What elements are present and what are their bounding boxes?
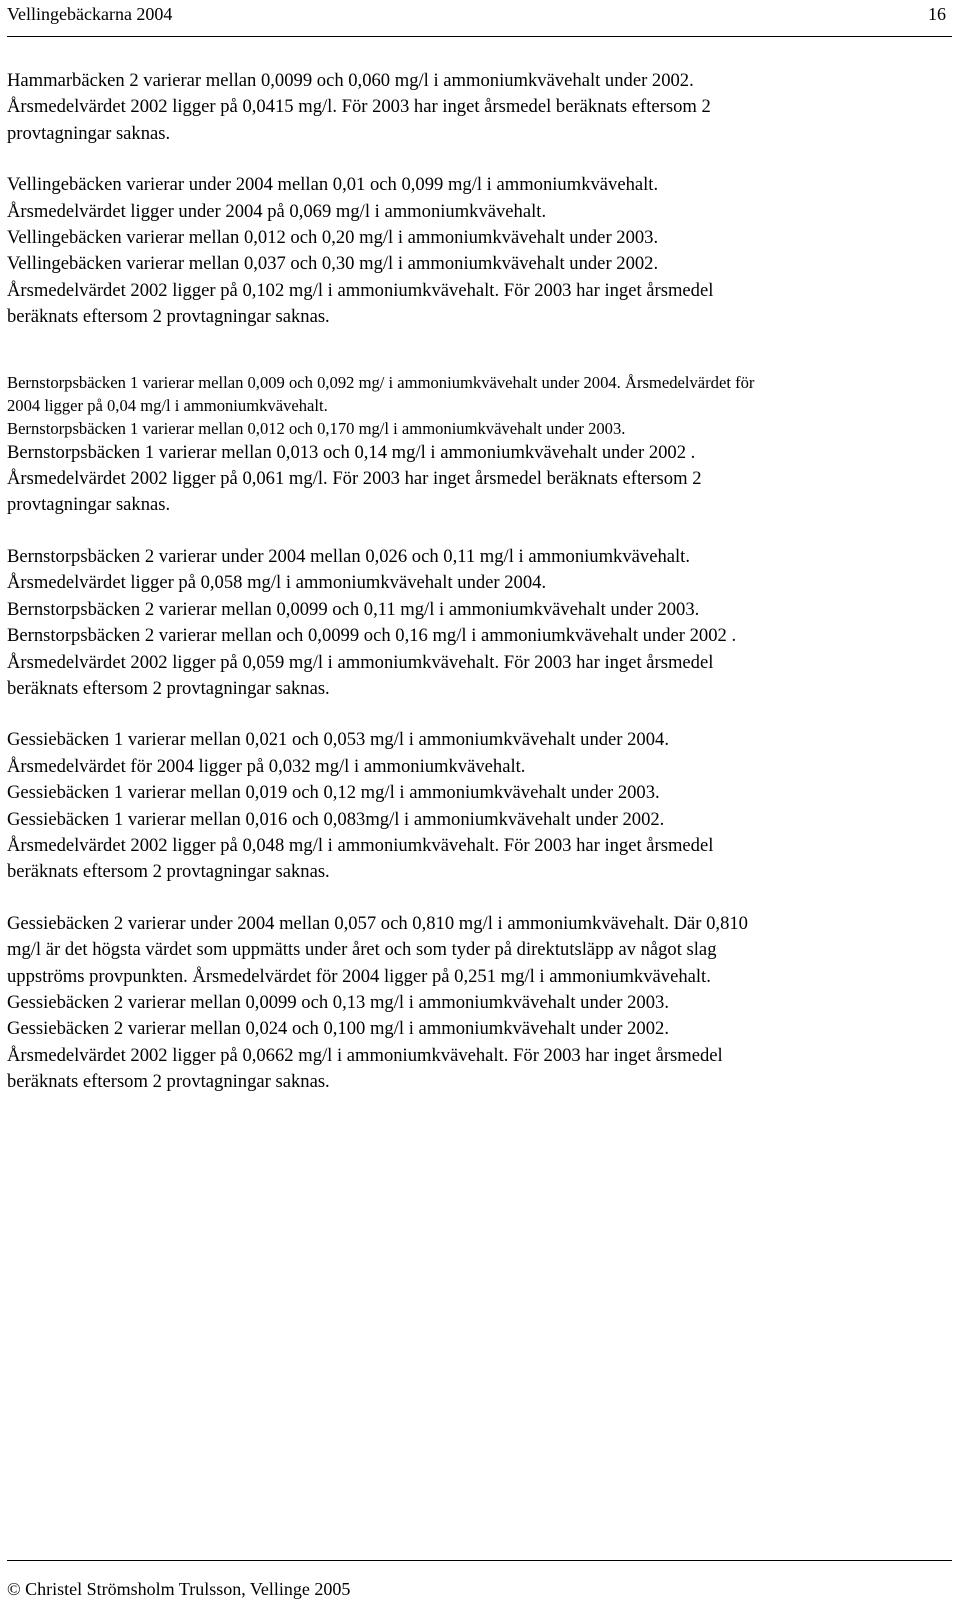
text-line: Årsmedelvärdet 2002 ligger på 0,102 mg/l i ammoniumkvävehalt. För 2003 har inget årsmedel (7, 279, 714, 301)
text-line: provtagningar saknas. (7, 494, 171, 516)
text-line: provtagningar saknas. (7, 122, 171, 144)
text-line: Årsmedelvärdet 2002 ligger på 0,0662 mg/l i ammoniumkvävehalt. För 2003 har inget årsmedel (7, 1044, 723, 1066)
text-line: Gessiebäcken 2 varierar mellan 0,024 och 0,100 mg/l i ammoniumkvävehalt under 2002. (7, 1018, 669, 1040)
text-line: beräknats eftersom 2 provtagningar saknas. (7, 677, 330, 699)
text-line: Gessiebäcken 2 varierar mellan 0,0099 och 0,13 mg/l i ammoniumkvävehalt under 2003. (7, 991, 669, 1013)
text-line: beräknats eftersom 2 provtagningar saknas. (7, 1071, 330, 1093)
text-line: uppströms provpunkten. Årsmedelvärdet för 2004 ligger på 0,251 mg/l i ammoniumkvävehalt. (7, 965, 711, 987)
text-line: Bernstorpsbäcken 1 varierar mellan 0,012 och 0,170 mg/l i ammoniumkvävehalt under 2003. (7, 418, 626, 438)
text-line: Årsmedelvärdet 2002 ligger på 0,059 mg/l i ammoniumkvävehalt. För 2003 har inget årsmedel (7, 651, 714, 673)
text-line: Årsmedelvärdet 2002 ligger på 0,048 mg/l i ammoniumkvävehalt. För 2003 har inget årsmedel (7, 834, 714, 856)
document-title: Vellingebäckarna 2004 (7, 4, 173, 24)
page-footer (7, 1560, 952, 1601)
text-line: Bernstorpsbäcken 2 varierar under 2004 mellan 0,026 och 0,11 mg/l i ammoniumkvävehalt. (7, 545, 690, 567)
text-line: Årsmedelvärdet 2002 ligger på 0,0415 mg/l. För 2003 har inget årsmedel beräknats eftersom 2 (7, 96, 711, 118)
text-line: Årsmedelvärdet ligger under 2004 på 0,069 mg/l i ammoniumkvävehalt. (7, 200, 547, 222)
text-line: 2004 ligger på 0,04 mg/l i ammoniumkvävehalt. (7, 395, 328, 415)
text-line: beräknats eftersom 2 provtagningar saknas. (7, 861, 330, 883)
text-line: Vellingebäcken varierar under 2004 mellan 0,01 och 0,099 mg/l i ammoniumkvävehalt. (7, 174, 659, 196)
paragraph-gessiebacken-1 (7, 727, 917, 885)
text-line: Bernstorpsbäcken 1 varierar mellan 0,009 och 0,092 mg/ i ammoniumkvävehalt under 2004. Årsmedelvärdet för (7, 372, 755, 392)
text-line: Bernstorpsbäcken 1 varierar mellan 0,013 och 0,14 mg/l i ammoniumkvävehalt under 2002 . (7, 441, 696, 463)
text-line: Bernstorpsbäcken 2 varierar mellan och 0,0099 och 0,16 mg/l i ammoniumkvävehalt under 2002 . (7, 625, 737, 647)
text-line: mg/l är det högsta värdet som uppmätts under året och som tyder på direktutsläpp av något slag (7, 939, 717, 961)
paragraph-vellingebacken (7, 172, 917, 330)
paragraph-hammarbacken-2 (7, 68, 917, 147)
text-line: Bernstorpsbäcken 2 varierar mellan 0,0099 och 0,11 mg/l i ammoniumkvävehalt under 2003. (7, 598, 700, 620)
page-header (7, 0, 952, 37)
text-line: Hammarbäcken 2 varierar mellan 0,0099 och 0,060 mg/l i ammoniumkvävehalt under 2002. (7, 70, 694, 91)
text-line: beräknats eftersom 2 provtagningar saknas. (7, 306, 330, 328)
text-line: Vellingebäcken varierar mellan 0,012 och 0,20 mg/l i ammoniumkvävehalt under 2003. (7, 227, 659, 249)
text-line: Gessiebäcken 1 varierar mellan 0,016 och 0,083mg/l i ammoniumkvävehalt under 2002. (7, 808, 665, 830)
copyright-text: © Christel Strömsholm Trulsson, Vellinge 2005 (7, 1579, 351, 1599)
text-line: Årsmedelvärdet 2002 ligger på 0,061 mg/l. För 2003 har inget årsmedel beräknats eftersom 2 (7, 468, 702, 490)
document-body (7, 68, 917, 1096)
text-line: Gessiebäcken 1 varierar mellan 0,019 och 0,12 mg/l i ammoniumkvävehalt under 2003. (7, 782, 660, 804)
paragraph-gessiebacken-2 (7, 911, 917, 1096)
paragraph-bernstorpsbacken-2 (7, 544, 917, 702)
text-line: Vellingebäcken varierar mellan 0,037 och 0,30 mg/l i ammoniumkvävehalt under 2002. (7, 253, 659, 275)
text-line: Gessiebäcken 1 varierar mellan 0,021 och 0,053 mg/l i ammoniumkvävehalt under 2004. (7, 729, 669, 751)
paragraph-bernstorpsbacken-1 (7, 371, 917, 519)
text-line: Gessiebäcken 2 varierar under 2004 mellan 0,057 och 0,810 mg/l i ammoniumkvävehalt. Där 0,810 (7, 912, 748, 934)
text-line: Årsmedelvärdet för 2004 ligger på 0,032 mg/l i ammoniumkvävehalt. (7, 755, 526, 777)
text-line: Årsmedelvärdet ligger på 0,058 mg/l i ammoniumkvävehalt under 2004. (7, 572, 547, 594)
page-number: 16 (928, 4, 946, 24)
